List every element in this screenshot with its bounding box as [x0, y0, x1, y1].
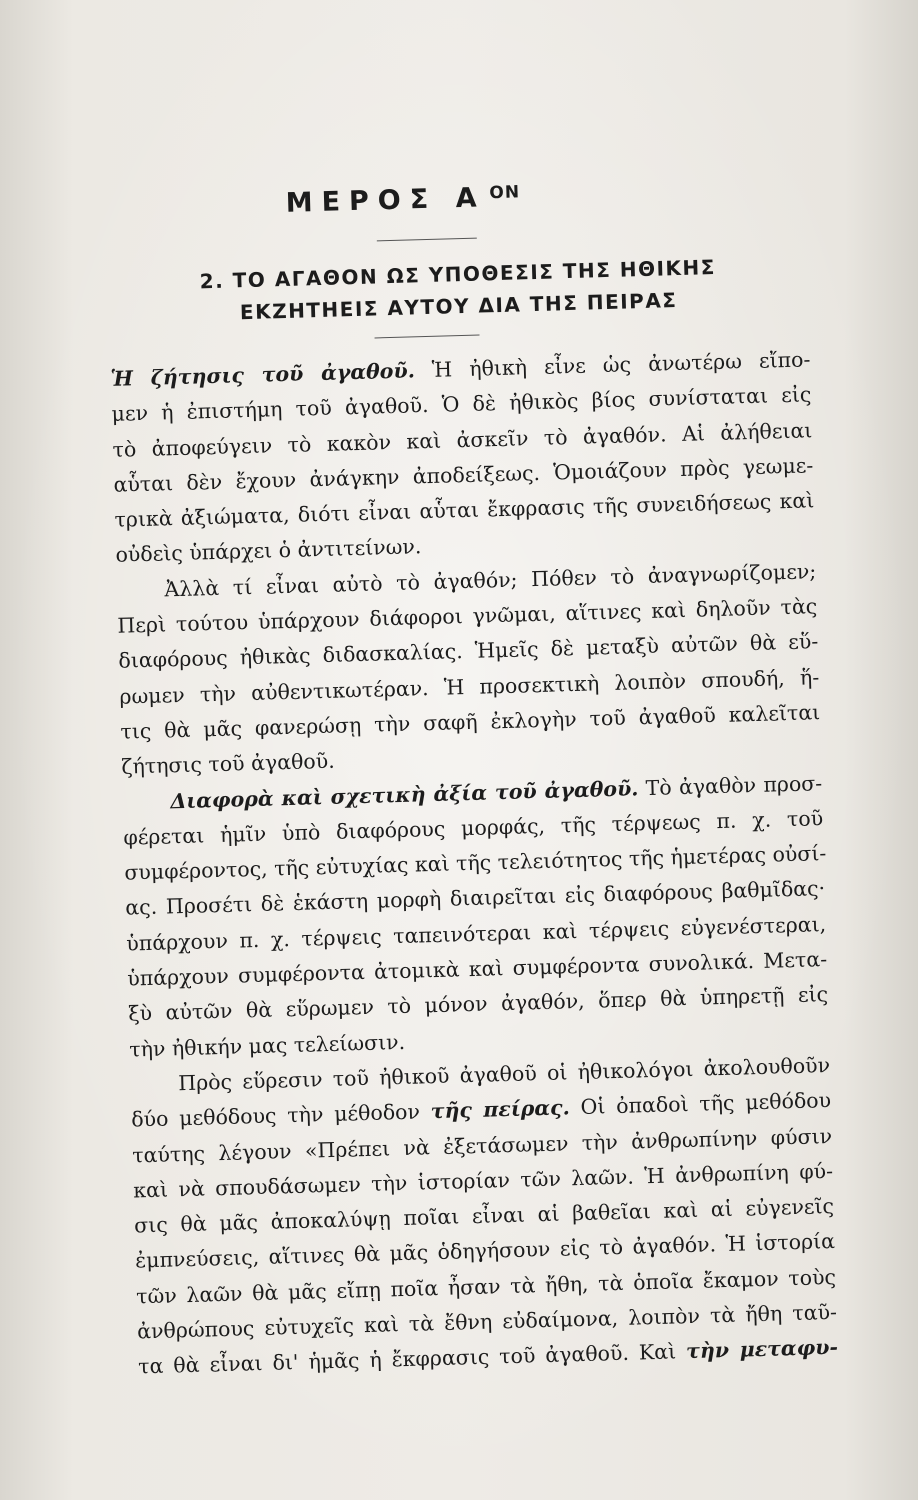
text-run: οὐδεὶς ὑπάρχει ὁ ἀντιτείνων. [115, 534, 422, 568]
text-run: τῶν λαῶν θὰ μᾶς εἴπῃ ποῖα ἦσαν τὰ ἤθη, τὰ ὁποῖα ἔκαμον τοὺς [135, 1264, 837, 1309]
text-run: αὗται δὲν ἔχουν ἀνάγκην ἀποδείξεως. Ὁμοιάζουν πρὸς γεωμε- [113, 453, 814, 497]
text-run: ἀνθρώπους εὐτυχεῖς καὶ τὰ ἔθνη εὐδαίμονα, λοιπὸν τὰ ἤθη ταῦ- [136, 1299, 838, 1344]
bold-italic-run: Ἡ ζήτησις τοῦ ἀγαθοῦ. [110, 358, 416, 391]
section-heading-line-1: 2. ΤΟ ΑΓΑΘΟΝ ΩΣ ΥΠΟΘΕΣΙΣ ΤΗΣ ΗΘΙΚΗΣ [199, 254, 717, 294]
text-run: Τὸ ἀγαθὸν προσ- [638, 770, 823, 800]
text-run: καὶ νὰ σπουδάσωμεν τὴν ἱστορίαν τῶν λαῶν. Ἡ ἀνθρωπίνη φύ- [132, 1158, 834, 1203]
section-heading-line-2: ΕΚΖΗΤΗΕΙΣ ΑΥΤΟΥ ΔΙΑ ΤΗΣ ΠΕΙΡΑΣ [239, 288, 678, 325]
bold-italic-run: Διαφορὰ καὶ σχετικὴ ἀξία τοῦ ἀγαθοῦ. [170, 775, 639, 813]
text-run: τα θὰ εἶναι δι' ἡμᾶς ἡ ἔκφρασις τοῦ ἀγαθοῦ. Καὶ [137, 1339, 687, 1379]
text-run: ρωμεν τὴν αὐθεντικωτέραν. Ἡ προσεκτικὴ λοιπὸν σπουδή, ἥ- [119, 664, 820, 709]
text-run: ας. Προσέτι δὲ ἑκάστη μορφὴ διαιρεῖται εἰς διαφόρους βαθμῖδας· [125, 876, 826, 921]
text-run: ὑπάρχουν π. χ. τέρψεις ταπεινότεραι καὶ τέρψεις εὐγενέστεραι, [126, 911, 827, 956]
text-run: διαφόρους ἠθικὰς διδασκαλίας. Ἡμεῖς δὲ μεταξὺ αὐτῶν θὰ εὕ- [118, 629, 819, 674]
text-run: ζήτησις τοῦ ἀγαθοῦ. [121, 749, 335, 779]
bold-italic-run: τὴν μεταφυ- [685, 1335, 839, 1364]
text-run: ξὺ αὐτῶν θὰ εὕρωμεν τὸ μόνον ἀγαθόν, ὅπερ θὰ ὑπηρετῇ εἰς [127, 982, 829, 1026]
text-run: Ἡ ἠθικὴ εἶνε ὡς ἀνωτέρω εἴπο- [414, 347, 811, 383]
text-run: σις θὰ μᾶς ἀποκαλύψῃ ποῖαι εἶναι αἱ βαθεῖαι καὶ αἱ εὐγενεῖς [133, 1194, 835, 1238]
part-number: Α [455, 182, 486, 215]
divider-rule [377, 238, 477, 242]
part-title-word: ΜΕΡΟΣ [285, 183, 438, 219]
text-run: ὑπάρχουν συμφέροντα ἀτομικὰ καὶ συμφέροντα συνολικά. Μετα- [127, 947, 828, 991]
part-title [285, 181, 520, 219]
text-run: Περὶ τούτου ὑπάρχουν διάφοροι γνῶμαι, αἵτινες καὶ δηλοῦν τὰς [117, 594, 818, 638]
text-run: ἐμπνεύσεις, αἵτινες θὰ μᾶς ὁδηγήσουν εἰς τὸ ἀγαθόν. Ἡ ἱστορία [134, 1229, 836, 1273]
text-run: δύο μεθόδους τὴν μέθοδον [130, 1099, 432, 1132]
text-run: Πρὸς εὕρεσιν τοῦ ἠθικοῦ ἀγαθοῦ οἱ ἠθικολόγοι ἀκολουθοῦν [177, 1052, 831, 1096]
bold-italic-run: τῆς πείρας. [430, 1095, 571, 1124]
body-text [110, 342, 838, 1385]
text-run: Ἀλλὰ τί εἶναι αὐτὸ τὸ ἀγαθόν; Πόθεν τὸ ἀναγνωρίζομεν; [164, 559, 817, 602]
text-run: τις θὰ μᾶς φανερώσῃ τὴν σαφῆ ἐκλογὴν τοῦ ἀγαθοῦ καλεῖται [120, 700, 821, 744]
text-run: τὴν ἠθικήν μας τελείωσιν. [128, 1029, 406, 1062]
divider-rule [375, 335, 480, 339]
text-run: μεν ἡ ἐπιστήμη τοῦ ἀγαθοῦ. Ὁ δὲ ἠθικὸς βίος συνίσταται εἰς [111, 382, 812, 427]
text-run: τρικὰ ἀξιώματα, διότι εἶναι αὗται ἔκφρασις τῆς συνειδήσεως καὶ [114, 488, 815, 532]
text-run: ταύτης λέγουν «Πρέπει νὰ ἐξετάσωμεν τὴν ἀνθρωπίνην φύσιν [131, 1123, 833, 1168]
text-run: τὸ ἀποφεύγειν τὸ κακὸν καὶ ἀσκεῖν τὸ ἀγαθόν. Αἱ ἀλήθειαι [112, 417, 813, 462]
text-run: Οἱ ὀπαδοὶ τῆς μεθόδου [569, 1088, 832, 1120]
text-run: φέρεται ἡμῖν ὑπὸ διαφόρους μορφάς, τῆς τέρψεως π. χ. τοῦ [123, 805, 824, 850]
text-run: συμφέροντος, τῆς εὐτυχίας καὶ τῆς τελειότητος τῆς ἡμετέρας οὐσί- [124, 841, 827, 885]
part-suffix: ΟΝ [489, 182, 521, 204]
